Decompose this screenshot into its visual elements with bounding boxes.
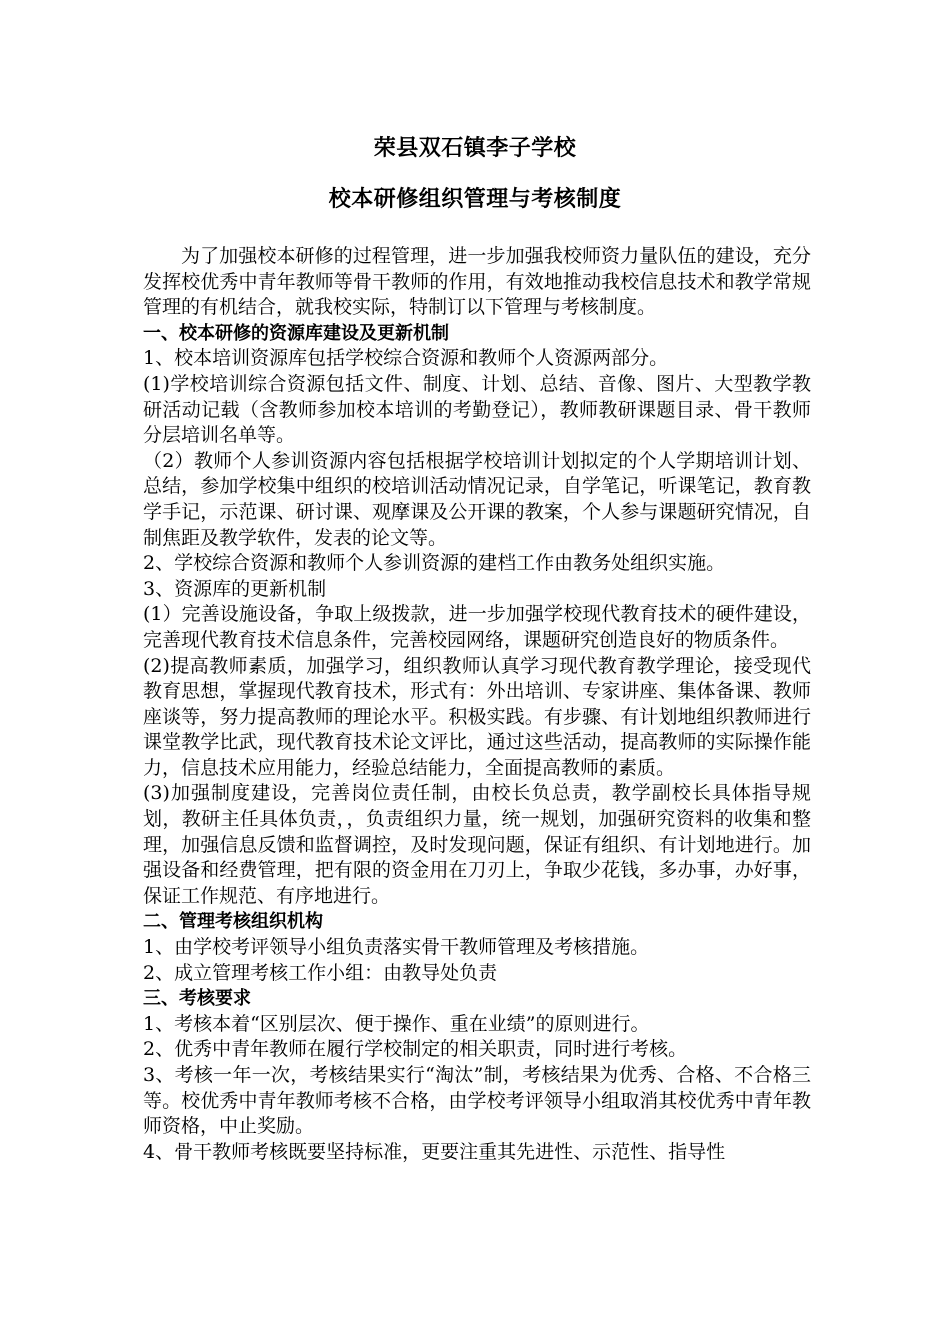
paragraph: 3、资源库的更新机制 [143, 577, 327, 600]
document-subtitle: 校本研修组织管理与考核制度 [328, 187, 622, 212]
paragraph: 2、学校综合资源和教师个人参训资源的建档工作由教务处组织实施。 [143, 552, 726, 575]
paragraph: 2、优秀中青年教师在履行学校制定的相关职责，同时进行考核。 [143, 1038, 688, 1061]
paragraph: 1、校本培训资源库包括学校综合资源和教师个人资源两部分。 [143, 347, 669, 370]
paragraph: (1)学校培训综合资源包括文件、制度、计划、总结、音像、图片、大型教学教研活动记载（含教师参加校本培训的考勤登记），教师教研课题目录、骨干教师分层培训名单等。 [143, 372, 811, 447]
document-body [143, 244, 811, 1165]
paragraph: (3)加强制度建设，完善岗位责任制，由校长负总责，教学副校长具体指导规划，教研主任具体负责，，负责组织力量，统一规划，加强研究资料的收集和整理，加强信息反馈和监督调控，及时发现问题，保证有组织、有计划地进行。加强设备和经费管理，把有限的资金用在刀刃上，争取少花钱，多办事，办好事，保证工作规范、有序地进行。 [143, 782, 811, 907]
document-title: 荣县双石镇李子学校 [373, 136, 577, 161]
section-2-heading: 二、管理考核组织机构 [143, 911, 323, 933]
paragraph: 1、由学校考评领导小组负责落实骨干教师管理及考核措施。 [143, 936, 650, 959]
section-3-heading: 三、考核要求 [143, 988, 251, 1010]
paragraph: (1）完善设施设备，争取上级拨款，进一步加强学校现代教育技术的硬件建设，完善现代教育技术信息条件，完善校园网络，课题研究创造良好的物质条件。 [143, 603, 811, 651]
section-1-heading: 一、校本研修的资源库建设及更新机制 [143, 322, 449, 344]
paragraph: 2、成立管理考核工作小组：由教导处负责 [143, 961, 498, 984]
paragraph: 3、考核一年一次，考核结果实行“淘汰”制，考核结果为优秀、合格、不合格三等。校优秀中青年教师考核不合格，由学校考评领导小组取消其校优秀中青年教师资格，中止奖励。 [143, 1064, 811, 1138]
paragraph: 4、骨干教师考核既要坚持标准，更要注重其先进性、示范性、指导性 [143, 1140, 726, 1163]
paragraph: （2）教师个人参训资源内容包括根据学校培训计划拟定的个人学期培训计划、总结，参加学校集中组织的校培训活动情况记录，自学笔记，听课笔记，教育教学手记，示范课、研讨课、观摩课及公开课的教案，个人参与课题研究情况，自制焦距及教学软件，发表的论文等。 [143, 449, 811, 549]
paragraph: 1、考核本着“区别层次、便于操作、重在业绩”的原则进行。 [143, 1012, 650, 1035]
intro-paragraph: 为了加强校本研修的过程管理，进一步加强我校师资力量队伍的建设，充分发挥校优秀中青年教师等骨干教师的作用，有效地推动我校信息技术和教学常规管理的有机结合，就我校实际，特制订以下管理与考核制度。 [143, 245, 811, 319]
paragraph: (2)提高教师素质，加强学习，组织教师认真学习现代教育教学理论，接受现代教育思想，掌握现代教育技术，形式有：外出培训、专家讲座、集体备课、教师座谈等，努力提高教师的理论水平。积极实践。有步骤、有计划地组织教师进行课堂教学比武，现代教育技术论文评比，通过这些活动，提高教师的实际操作能力，信息技术应用能力，经验总结能力，全面提高教师的素质。 [143, 654, 811, 779]
